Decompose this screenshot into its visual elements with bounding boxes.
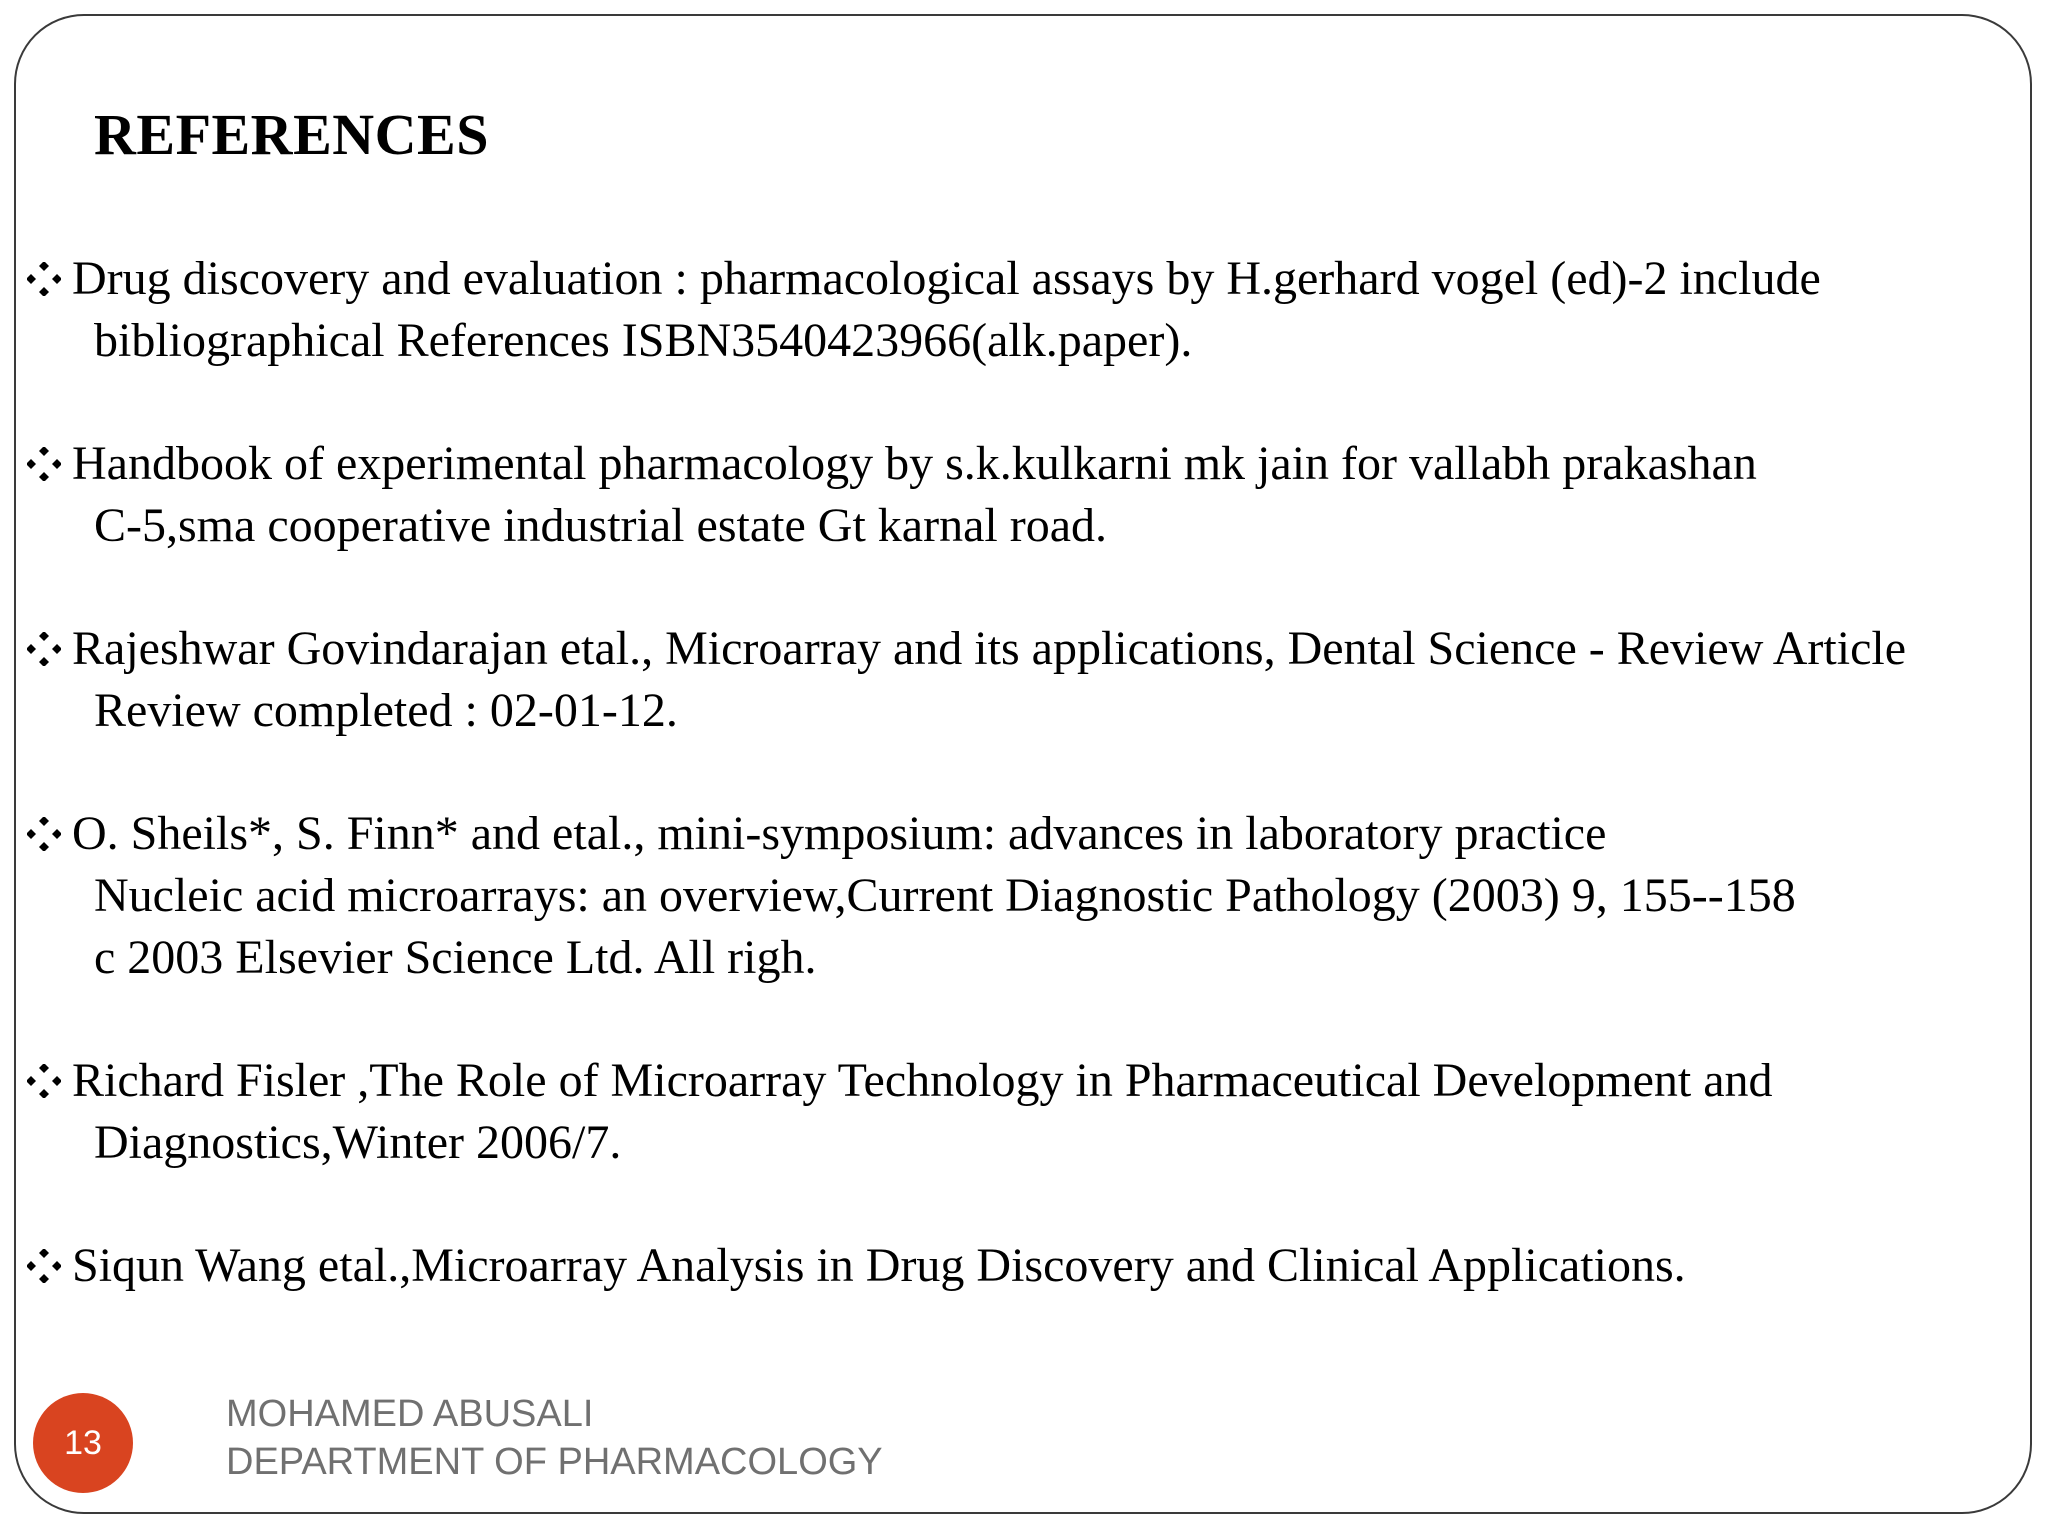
reference-line: Nucleic acid microarrays: an overview,Current Diagnostic Pathology (2003) 9, 155--158: [94, 869, 1796, 922]
reference-list: [22, 248, 2032, 1297]
reference-line: Review completed : 02-01-12.: [94, 684, 678, 737]
slide-title: REFERENCES: [94, 102, 489, 167]
reference-item: [22, 1050, 2032, 1174]
slide-footer: [226, 1390, 883, 1486]
four-diamond-bullet-icon: [22, 1050, 66, 1112]
reference-item: [22, 433, 2032, 557]
reference-line: Siqun Wang etal.,Microarray Analysis in Drug Discovery and Clinical Applications.: [72, 1239, 1686, 1292]
reference-item: [22, 248, 2032, 372]
reference-line: Handbook of experimental pharmacology by s.k.kulkarni mk jain for vallabh prakashan: [72, 437, 1757, 490]
reference-line: c 2003 Elsevier Science Ltd. All righ.: [94, 931, 817, 984]
reference-item: [22, 1235, 2032, 1297]
page-number-badge: 13: [33, 1393, 133, 1493]
four-diamond-bullet-icon: [22, 248, 66, 310]
footer-department: DEPARTMENT OF PHARMACOLOGY: [226, 1441, 883, 1483]
reference-line: bibliographical References ISBN3540423966(alk.paper).: [94, 314, 1193, 367]
reference-line: O. Sheils*, S. Finn* and etal., mini-symposium: advances in laboratory practice: [72, 807, 1607, 860]
four-diamond-bullet-icon: [22, 618, 66, 680]
four-diamond-bullet-icon: [22, 1235, 66, 1297]
four-diamond-bullet-icon: [22, 803, 66, 865]
reference-line: Rajeshwar Govindarajan etal., Microarray and its applications, Dental Science - Review Article: [72, 622, 1907, 675]
footer-author: MOHAMED ABUSALI: [226, 1393, 594, 1435]
reference-line: Drug discovery and evaluation : pharmacological assays by H.gerhard vogel (ed)-2 include: [72, 252, 1821, 305]
reference-line: Diagnostics,Winter 2006/7.: [94, 1116, 622, 1169]
reference-item: [22, 618, 2032, 742]
reference-line: Richard Fisler ,The Role of Microarray Technology in Pharmaceutical Development and: [72, 1054, 1773, 1107]
reference-item: [22, 803, 2032, 989]
four-diamond-bullet-icon: [22, 433, 66, 495]
reference-line: C-5,sma cooperative industrial estate Gt karnal road.: [94, 499, 1107, 552]
